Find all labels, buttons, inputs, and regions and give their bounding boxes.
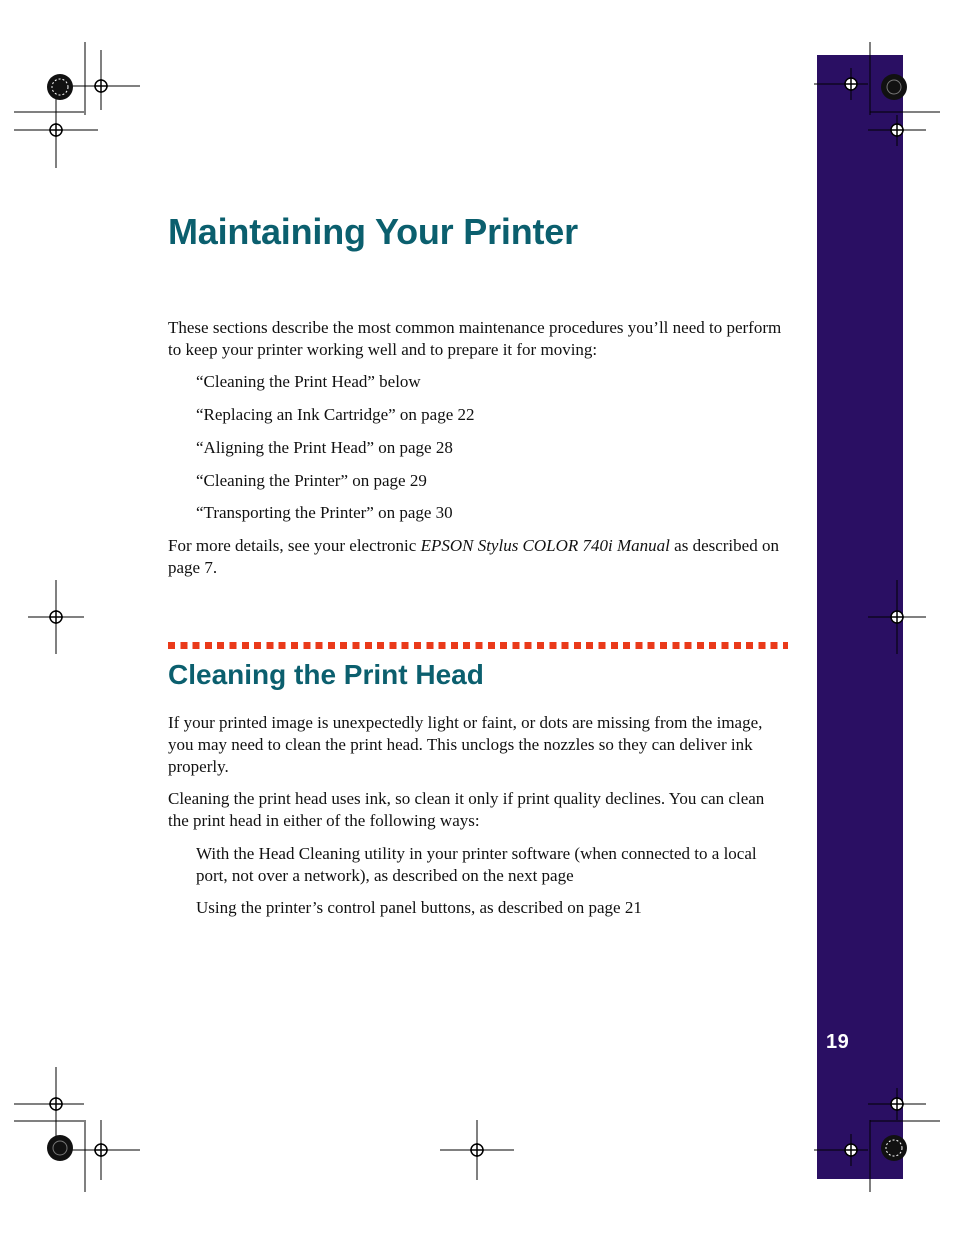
more-details-text: For more details, see your electronic: [168, 536, 421, 555]
topic-list-item: “Replacing an Ink Cartridge” on page 22: [196, 405, 475, 424]
more-details-paragraph: [168, 535, 788, 579]
section-heading: Cleaning the Print Head: [168, 659, 484, 690]
cleaning-method-item: Using the printer’s control panel buttons, as described on page 21: [196, 898, 642, 917]
section-paragraph: Cleaning the print head uses ink, so clean it only if print quality declines. You can clean the print head in either of the following ways:: [168, 789, 765, 830]
page-number: 19: [826, 1031, 850, 1053]
cleaning-method-item: With the Head Cleaning utility in your printer software (when connected to a local port, not over a network), as described on the next page: [196, 844, 757, 885]
topic-list-item: “Cleaning the Printer” on page 29: [196, 471, 427, 490]
topic-list-item: “Aligning the Print Head” on page 28: [196, 438, 453, 457]
page-title: Maintaining Your Printer: [168, 211, 578, 252]
topic-list-item: “Transporting the Printer” on page 30: [196, 503, 453, 522]
more-details-text-end: as described on page 7.: [168, 536, 779, 577]
intro-paragraph: These sections describe the most common maintenance procedures you’ll need to perform to keep your printer working well and to prepare it for moving:: [168, 318, 782, 359]
section-divider: [168, 642, 788, 649]
manual-title: EPSON Stylus COLOR 740i Manual: [420, 536, 670, 555]
section-paragraph: If your printed image is unexpectedly light or faint, or dots are missing from the image, you may need to clean the print head. This unclogs the nozzles so they can deliver ink properly.: [168, 713, 763, 776]
topic-list-item: “Cleaning the Print Head” below: [196, 372, 421, 391]
